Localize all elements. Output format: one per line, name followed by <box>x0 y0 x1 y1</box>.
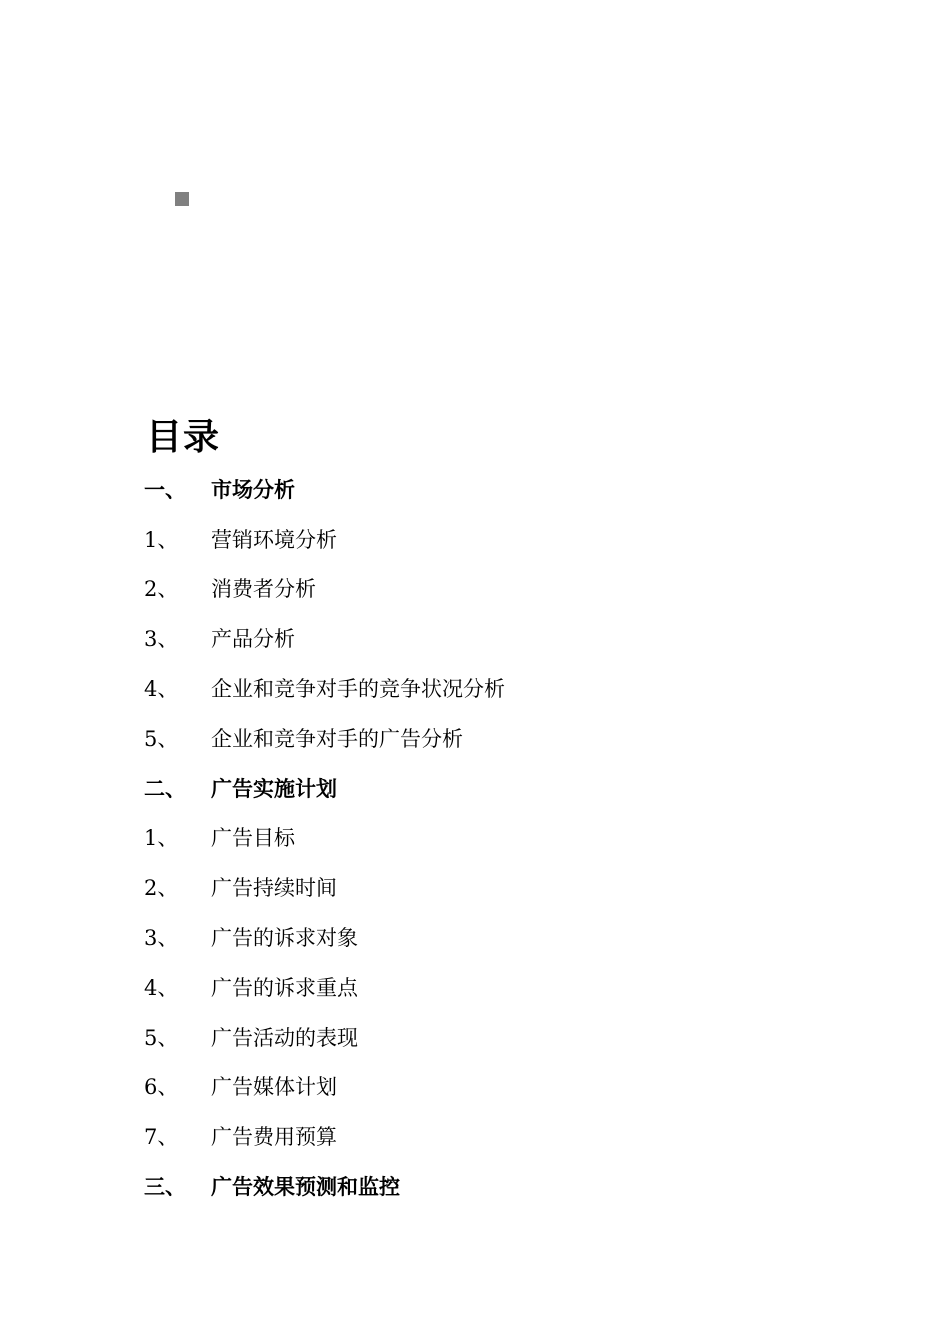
toc-item <box>144 1012 505 1062</box>
toc-item-title: 广告费用预算 <box>211 1125 337 1150</box>
toc-title: 目录 <box>146 417 221 458</box>
toc-item-title: 企业和竞争对手的竞争状况分析 <box>211 677 505 702</box>
toc-item-number: 4、 <box>144 677 179 702</box>
toc-section-number: 二、 <box>144 776 186 801</box>
toc-item-title: 广告目标 <box>211 826 295 851</box>
toc-item-number: 4、 <box>144 975 179 1000</box>
toc-section-1 <box>144 464 505 514</box>
toc-item-title: 广告的诉求对象 <box>211 926 358 951</box>
toc-section-3 <box>144 1161 505 1211</box>
toc-item-title: 广告媒体计划 <box>211 1075 337 1100</box>
toc-item-number: 2、 <box>144 577 179 602</box>
toc-item-number: 1、 <box>144 826 179 851</box>
toc-section-title: 广告实施计划 <box>211 776 337 801</box>
toc-item-title: 营销环境分析 <box>211 527 337 552</box>
toc-item <box>144 912 505 962</box>
toc-section-title: 市场分析 <box>211 477 295 502</box>
toc-list <box>144 464 505 1211</box>
toc-item <box>144 613 505 663</box>
toc-item-number: 3、 <box>144 926 179 951</box>
toc-item-number: 3、 <box>144 627 179 652</box>
toc-item <box>144 862 505 912</box>
toc-item-title: 企业和竞争对手的广告分析 <box>211 726 463 751</box>
toc-item <box>144 564 505 614</box>
toc-item-title: 广告持续时间 <box>211 876 337 901</box>
toc-item-number: 5、 <box>144 1025 179 1050</box>
toc-item <box>144 813 505 863</box>
toc-section-2 <box>144 763 505 813</box>
toc-item <box>144 514 505 564</box>
toc-item-title: 广告的诉求重点 <box>211 975 358 1000</box>
toc-item <box>144 962 505 1012</box>
toc-item-number: 2、 <box>144 876 179 901</box>
toc-item-number: 5、 <box>144 726 179 751</box>
toc-section-number: 一、 <box>144 477 186 502</box>
toc-item-number: 7、 <box>144 1125 179 1150</box>
toc-item-title: 消费者分析 <box>211 577 316 602</box>
toc-item <box>144 1062 505 1112</box>
toc-item-number: 6、 <box>144 1075 179 1100</box>
bullet-square-icon <box>175 192 189 206</box>
toc-section-number: 三、 <box>144 1175 186 1200</box>
toc-item <box>144 713 505 763</box>
toc-item-number: 1、 <box>144 527 179 552</box>
toc-item <box>144 1111 505 1161</box>
toc-item-title: 广告活动的表现 <box>211 1025 358 1050</box>
toc-item-title: 产品分析 <box>211 627 295 652</box>
toc-section-title: 广告效果预测和监控 <box>211 1175 400 1200</box>
toc-item <box>144 663 505 713</box>
